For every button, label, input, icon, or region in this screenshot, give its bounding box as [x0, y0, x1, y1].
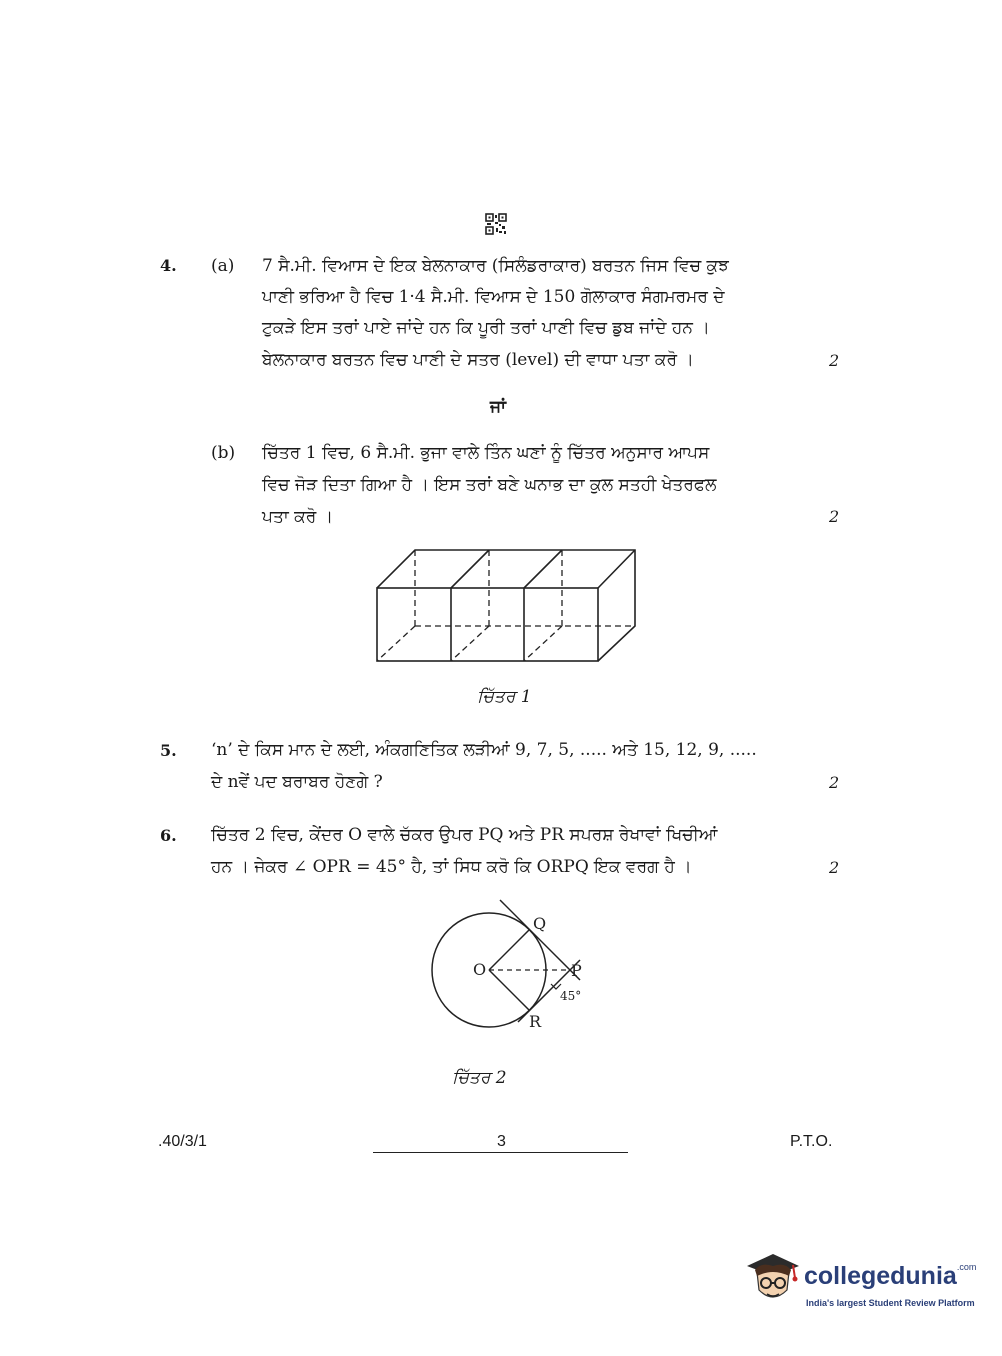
tangent-pq — [500, 900, 580, 980]
marks-label: 2 — [829, 507, 840, 526]
question-text-line: ਵਿਚ ਜੋੜ ਦਿਤਾ ਗਿਆ ਹੈ । ਇਸ ਤਰਾਂ ਬਣੇ ਘਨਾਭ ਦਾ ਕੁਲ ਸਤਹੀ ਖੇਤਰਫਲ — [262, 475, 717, 495]
question-text-line: ਚਿੱਤਰ 1 ਵਿਚ, 6 ਸੈ.ਮੀ. ਭੁਜਾ ਵਾਲੇ ਤਿੰਨ ਘਣਾਂ ਨੂੰ ਚਿੱਤਰ ਅਨੁਸਾਰ ਆਪਸ — [262, 443, 710, 463]
or-separator: ਜਾਂ — [490, 397, 506, 417]
figure-1-cuboid — [370, 543, 642, 668]
marks-label: 2 — [829, 858, 840, 877]
cuboid-front-face — [377, 588, 598, 661]
label-o: O — [473, 960, 487, 979]
label-q: Q — [533, 914, 547, 933]
label-p: P — [571, 961, 582, 980]
question-text-line: ‘n’ ਦੇ ਕਿਸ ਮਾਨ ਦੇ ਲਈ, ਅੰਕਗਣਿਤਿਕ ਲੜੀਆਂ 9, 7, 5, ..... ਅਤੇ 15, 12, 9, ..... — [211, 740, 757, 760]
question-text-line: 7 ਸੈ.ਮੀ. ਵਿਆਸ ਦੇ ਇਕ ਬੇਲਨਾਕਾਰ (ਸਿਲੰਡਰਾਕਾਰ) ਬਰਤਨ ਜਿਸ ਵਿਚ ਕੁਝ — [262, 256, 729, 276]
part-label: (b) — [211, 443, 236, 463]
paper-code: .40/3/1 — [158, 1133, 207, 1150]
brand-tagline: India's largest Student Review Platform — [806, 1298, 975, 1308]
qr-code-icon — [485, 213, 507, 235]
brand-logo-text: collegedunia$^{.com}$ — [804, 1262, 977, 1290]
question-text-line: ਦੇ nਵੇਂ ਪਦ ਬਰਾਬਰ ਹੋਣਗੇ ? — [211, 772, 383, 792]
question-text-line: ਪਤਾ ਕਰੋ । — [262, 507, 334, 527]
question-text-line: ਪਾਣੀ ਭਰਿਆ ਹੈ ਵਿਚ 1·4 ਸੈ.ਮੀ. ਵਿਆਸ ਦੇ 150 ਗੋਲਾਕਾਰ ਸੰਗਮਰਮਰ ਦੇ — [262, 287, 725, 307]
question-text-line: ਚਿੱਤਰ 2 ਵਿਚ, ਕੇਂਦਰ O ਵਾਲੇ ਚੱਕਰ ਉਪਰ PQ ਅਤੇ PR ਸਪਰਸ਼ ਰੇਖਾਵਾਂ ਖਿਚੀਆਂ — [211, 825, 718, 845]
question-text-line: ਟੁਕੜੇ ਇਸ ਤਰਾਂ ਪਾਏ ਜਾਂਦੇ ਹਨ ਕਿ ਪੂਰੀ ਤਰਾਂ ਪਾਣੀ ਵਿਚ ਡੁਬ ਜਾਂਦੇ ਹਨ । — [262, 318, 710, 338]
footer-rule — [373, 1152, 628, 1153]
radius-or — [489, 970, 529, 1010]
question-number: 4. — [160, 256, 177, 275]
question-number: 5. — [160, 741, 177, 760]
figure-caption: ਚਿੱਤਰ 2 — [452, 1068, 507, 1088]
marks-label: 2 — [829, 351, 840, 370]
question-text-line: ਬੇਲਨਾਕਾਰ ਬਰਤਨ ਵਿਚ ਪਾਣੀ ਦੇ ਸਤਰ (level) ਦੀ ਵਾਧਾ ਪਤਾ ਕਰੋ । — [262, 350, 694, 370]
angle-label: 45° — [560, 989, 582, 1003]
radius-oq — [489, 930, 529, 970]
marks-label: 2 — [829, 773, 840, 792]
pto-label: P.T.O. — [790, 1133, 833, 1150]
figure-caption: ਚਿੱਤਰ 1 — [477, 687, 532, 707]
collegedunia-mascot-icon — [743, 1250, 803, 1308]
page-number: 3 — [497, 1133, 506, 1150]
part-label: (a) — [211, 256, 235, 276]
question-text-line: ਹਨ । ਜੇਕਰ ∠ OPR = 45° ਹੈ, ਤਾਂ ਸਿਧ ਕਰੋ ਕਿ ORPQ ਇਕ ਵਰਗ ਹੈ । — [211, 857, 692, 877]
label-r: R — [529, 1012, 542, 1031]
question-number: 6. — [160, 826, 177, 845]
figure-2-circle-tangents — [420, 895, 600, 1035]
